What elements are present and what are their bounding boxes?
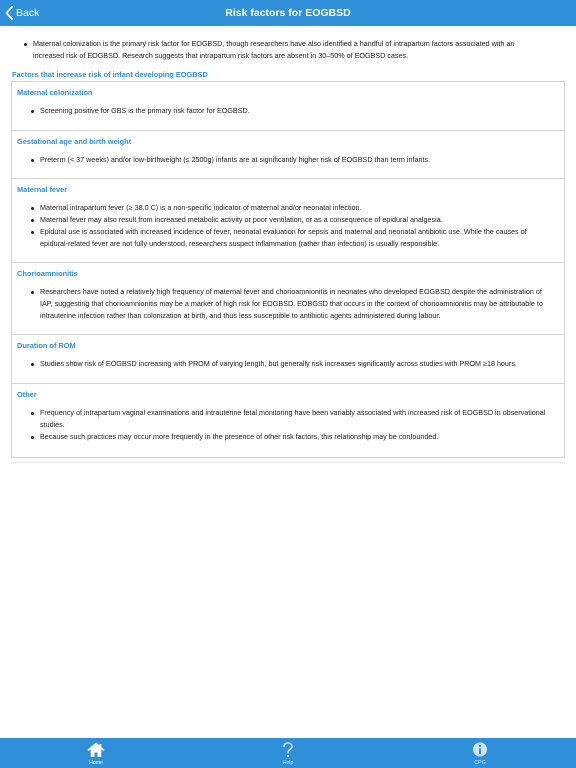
list-item: Maternal fever may also result from increased metabolic activity or poor ventilation, or as a consequence of epidural analgesia. — [29, 214, 554, 226]
list-item: Studies show risk of EOGBSD increasing with PROM of varying length, but generally risk increases significantly across studies with PROM ≥18 hours. — [29, 358, 554, 370]
back-label: Back — [16, 7, 40, 19]
card-maternal-colonization — [12, 81, 564, 130]
card-gestational-age — [12, 130, 564, 178]
card-bullets — [29, 105, 554, 117]
card-title: Maternal fever — [17, 185, 68, 194]
list-item: Because such practices may occur more frequently in the presence of other risk factors, this relationship may be confounded. — [29, 431, 554, 443]
list-item: Epidural use is associated with increased incidence of fever, neonatal evaluation for sepsis and maternal and neonatal antibiotic use. While the causes of epidural-related fever are not fully understood, researchers suspect inflammation (rather than infection) is usually responsible. — [29, 226, 554, 250]
tab-label: Help — [282, 760, 294, 766]
intro-list — [22, 38, 547, 62]
card-bullets — [29, 286, 554, 322]
tab-label: Home — [89, 760, 103, 766]
card-bullets — [29, 407, 554, 443]
card-title: Other — [17, 390, 37, 399]
home-icon — [88, 742, 105, 758]
content-scroll-area[interactable] — [0, 26, 576, 738]
page-title: Risk factors for EOGBSD — [225, 7, 351, 19]
card-other — [12, 383, 564, 458]
intro-bullet: Maternal colonization is the primary risk factor for EOGBSD, though researchers have also identified a handful of intrapartum factors associated with an increased risk of EOGBSD. Research suggests that intrapartum risk factors are absent in 30–50% of EOGBSD cases. — [22, 38, 547, 62]
question-icon — [282, 742, 294, 758]
card-bullets — [29, 202, 554, 250]
tab-cpg[interactable] — [384, 738, 576, 768]
navigation-bar — [0, 0, 576, 26]
card-title: Gestational age and birth weight — [17, 137, 132, 146]
tab-label: CPG — [474, 760, 486, 766]
risk-factor-panel — [11, 81, 565, 458]
tab-home[interactable] — [0, 738, 192, 768]
card-chorioamnionitis — [12, 262, 564, 334]
tab-help[interactable] — [192, 738, 384, 768]
card-title: Maternal colonization — [17, 88, 93, 97]
card-duration-of-rom — [12, 334, 564, 383]
section-heading: Factors that increase risk of infant developing EOGBSD — [12, 70, 208, 79]
info-icon — [473, 742, 488, 757]
card-maternal-fever — [12, 178, 564, 262]
card-title: Chorioamnionitis — [17, 269, 78, 278]
card-bullets — [29, 358, 554, 370]
divider — [11, 462, 565, 463]
card-title: Duration of ROM — [17, 341, 76, 350]
card-bullets — [29, 154, 554, 166]
list-item: Maternal intrapartum fever (≥ 38.0 C) is a non-specific indicator of maternal and/or neonatal infection. — [29, 202, 554, 214]
list-item: Preterm (< 37 weeks) and/or low-birthweight (≤ 2500g) infants are at significantly higher risk of EOGBSD than term infants. — [29, 154, 554, 166]
list-item: Researchers have noted a relatively high frequency of maternal fever and chorioamnionitis in neonates who developed EOGBSD despite the administration of IAP, suggesting that chorioamnionitis may be a marker of high risk for EOGBSD. EOBGSD that occurs in the context of chorioamnionitis may be attributable to intrauterine infection rather than colonization at birth, and thus less susceptible to antibiotic agents administered during labour. — [29, 286, 554, 322]
list-item: Screening positive for GBS is the primary risk factor for EOGBSD. — [29, 105, 554, 117]
list-item: Frequency of intrapartum vaginal examinations and intrauterine fetal monitoring have been variably associated with increased risk of EOGBSD in observational studies. — [29, 407, 554, 431]
tab-bar — [0, 738, 576, 768]
